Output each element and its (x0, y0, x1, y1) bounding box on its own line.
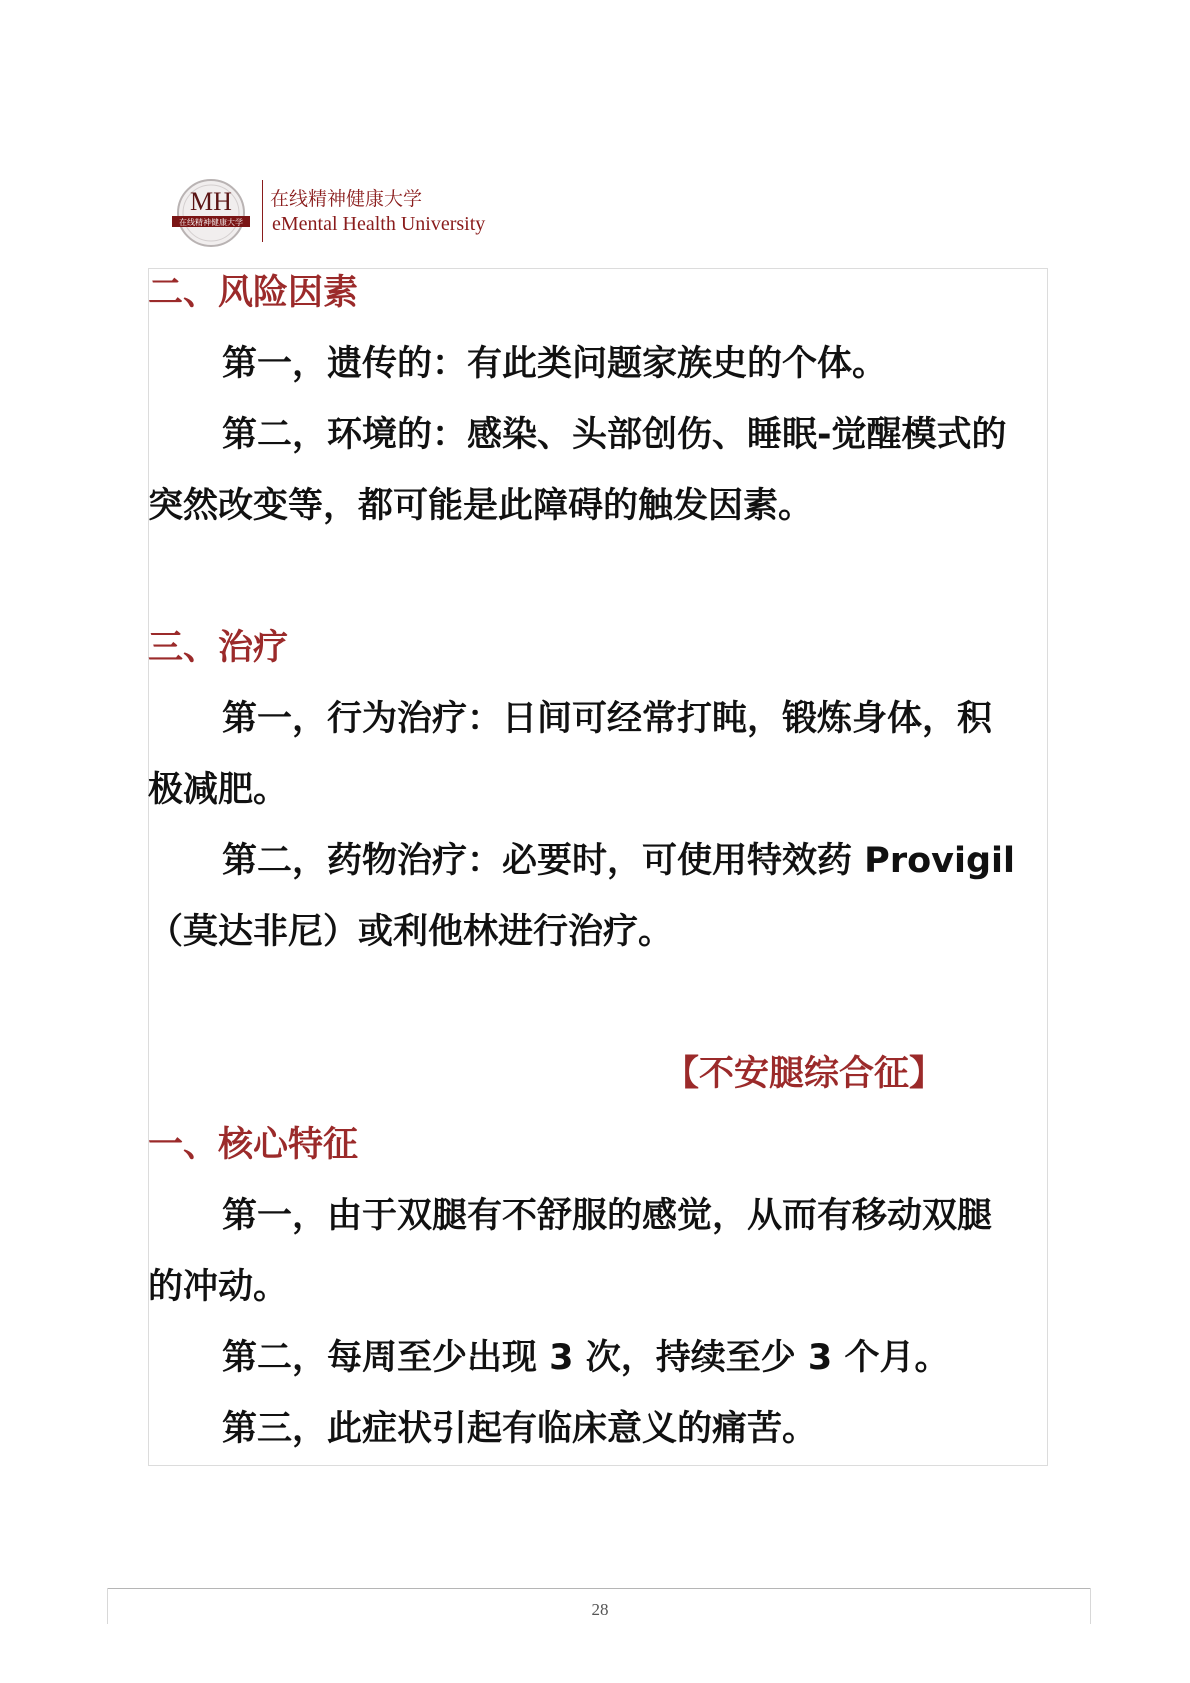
page-number: 28 (591, 1600, 609, 1619)
syndrome-title: 【不安腿综合征】 (664, 1054, 945, 1094)
footer-rule-left-edge (107, 1588, 108, 1624)
treatment-item-2-cont: （莫达非尼）或利他林进行治疗。 (148, 912, 674, 952)
seal-mark-text: MH (190, 187, 232, 216)
risk-item-1: 第一，遗传的：有此类问题家族史的个体。 (222, 344, 888, 384)
section-heading-core-features: 一、核心特征 (148, 1125, 359, 1165)
risk-item-2: 第二，环境的：感染、头部创伤、睡眠-觉醒模式的 (222, 415, 1007, 455)
mh-seal-icon (170, 178, 252, 248)
university-logo (170, 172, 500, 252)
footer-rule (107, 1588, 1091, 1589)
rls-item-2: 第二，每周至少出现 3 次，持续至少 3 个月。 (222, 1338, 950, 1378)
rls-item-3: 第三，此症状引起有临床意义的痛苦。 (222, 1409, 818, 1449)
logo-divider (262, 180, 263, 242)
logo-chinese-name: 在线精神健康大学 (270, 188, 423, 210)
logo-english-name: eMental Health University (272, 213, 486, 235)
rls-item-1-cont: 的冲动。 (148, 1267, 289, 1307)
risk-item-2-cont: 突然改变等，都可能是此障碍的触发因素。 (148, 486, 814, 526)
treatment-item-1-cont: 极减肥。 (148, 770, 289, 810)
treatment-item-2: 第二，药物治疗：必要时，可使用特效药 Provigil (222, 841, 1016, 881)
footer-rule-right-edge (1090, 1588, 1091, 1624)
rls-item-1: 第一，由于双腿有不舒服的感觉，从而有移动双腿 (222, 1196, 993, 1236)
treatment-item-1: 第一，行为治疗：日间可经常打盹，锻炼身体，积 (222, 699, 993, 739)
section-heading-risk: 二、风险因素 (148, 273, 359, 313)
section-heading-treatment: 三、治疗 (148, 628, 289, 668)
seal-band-text: 在线精神健康大学 (179, 218, 243, 227)
